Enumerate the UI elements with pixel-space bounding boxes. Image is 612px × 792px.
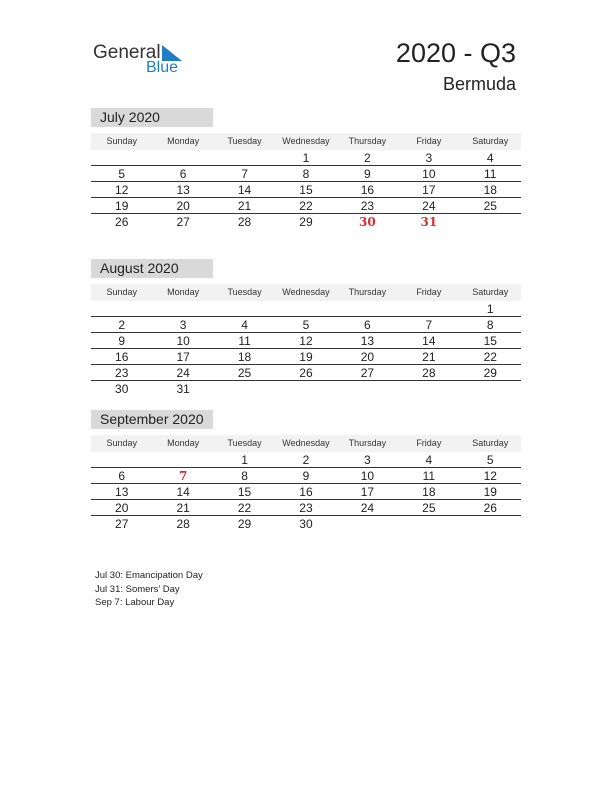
week-row xyxy=(91,349,521,365)
holiday-day-cell: 30 xyxy=(359,215,376,229)
day-cell: 1 xyxy=(302,151,310,165)
weekday-label: Sunday xyxy=(106,438,137,448)
day-cell: 20 xyxy=(360,350,375,364)
day-cell: 15 xyxy=(483,334,497,348)
holiday-list-item: Sep 7: Labour Day xyxy=(95,597,175,608)
day-cell: 26 xyxy=(115,215,129,229)
day-cell: 21 xyxy=(176,501,190,515)
week-row xyxy=(91,333,521,349)
day-cell: 29 xyxy=(299,215,313,229)
week-row xyxy=(91,452,521,468)
day-cell: 7 xyxy=(241,167,248,181)
day-cell xyxy=(275,381,336,397)
week-row xyxy=(91,166,521,182)
day-cell: 11 xyxy=(238,334,251,348)
day-cell: 18 xyxy=(422,485,436,499)
generalblue-logo xyxy=(93,42,193,78)
month-block xyxy=(91,259,521,397)
day-cell: 30 xyxy=(115,382,129,396)
weekday-label: Wednesday xyxy=(282,136,330,146)
day-cell: 2 xyxy=(118,318,126,332)
day-cell: 6 xyxy=(118,469,126,483)
day-cell: 3 xyxy=(364,453,371,467)
day-cell: 2 xyxy=(302,453,310,467)
day-cell: 24 xyxy=(360,501,375,515)
day-cell: 10 xyxy=(176,334,190,348)
day-cell: 8 xyxy=(302,167,310,181)
day-cell: 6 xyxy=(364,318,371,332)
day-cell: 8 xyxy=(486,318,494,332)
holiday-day-cell: 31 xyxy=(420,215,438,229)
day-cell: 27 xyxy=(115,517,129,531)
day-cell: 9 xyxy=(364,167,371,181)
day-cell: 22 xyxy=(483,350,497,364)
day-cell: 9 xyxy=(302,469,310,483)
day-cell: 30 xyxy=(299,517,313,531)
month-title: July 2020 xyxy=(91,108,213,127)
week-row xyxy=(91,516,521,532)
day-cell: 25 xyxy=(237,366,252,380)
week-row xyxy=(91,381,521,397)
day-cell: 12 xyxy=(115,183,129,197)
logo-general-text: General xyxy=(93,42,161,63)
week-row xyxy=(91,500,521,516)
day-cell: 17 xyxy=(176,350,190,364)
holiday-list xyxy=(95,569,203,610)
weekday-label: Monday xyxy=(167,287,200,297)
day-cell: 5 xyxy=(302,318,310,332)
day-cell: 13 xyxy=(176,183,190,197)
week-row xyxy=(91,301,521,317)
day-cell: 21 xyxy=(422,350,436,364)
day-cell: 16 xyxy=(299,485,313,499)
weekday-label: Sunday xyxy=(106,287,137,297)
day-cell xyxy=(337,301,398,316)
day-cell xyxy=(337,381,398,397)
week-row xyxy=(91,198,521,214)
day-cell: 18 xyxy=(483,183,497,197)
day-cell: 27 xyxy=(176,215,190,229)
day-cell: 25 xyxy=(422,501,436,515)
day-cell xyxy=(91,301,152,316)
day-cell: 18 xyxy=(237,350,252,364)
day-cell xyxy=(152,452,213,467)
day-cell xyxy=(398,516,459,532)
day-cell xyxy=(275,301,336,316)
day-cell: 13 xyxy=(360,334,375,348)
weekday-label: Friday xyxy=(416,287,442,297)
day-cell: 3 xyxy=(179,318,187,332)
day-cell: 4 xyxy=(241,318,248,332)
weekday-header-row xyxy=(91,133,521,150)
day-cell: 3 xyxy=(425,151,433,165)
week-row xyxy=(91,317,521,333)
day-cell: 29 xyxy=(237,517,252,531)
day-cell xyxy=(214,301,275,316)
weekday-label: Tuesday xyxy=(227,136,262,146)
week-row xyxy=(91,484,521,500)
day-cell xyxy=(460,516,521,532)
day-cell: 5 xyxy=(486,453,494,467)
day-cell: 15 xyxy=(299,183,313,197)
weekday-label: Monday xyxy=(167,438,200,448)
day-cell: 23 xyxy=(360,199,375,213)
day-cell xyxy=(460,214,521,230)
weekday-label: Friday xyxy=(416,136,442,146)
weekday-label: Thursday xyxy=(348,438,387,448)
day-cell: 22 xyxy=(299,199,313,213)
weekday-header-row xyxy=(91,284,521,301)
day-cell: 22 xyxy=(237,501,252,515)
day-cell: 2 xyxy=(364,151,371,165)
day-cell: 14 xyxy=(422,334,436,348)
day-cell: 17 xyxy=(422,183,436,197)
day-cell: 1 xyxy=(241,453,248,467)
day-cell: 28 xyxy=(176,517,190,531)
day-cell: 16 xyxy=(360,183,375,197)
weekday-label: Saturday xyxy=(472,136,509,146)
day-cell: 26 xyxy=(483,501,497,515)
day-cell: 11 xyxy=(422,469,436,483)
page-title: 2020 - Q3 xyxy=(395,38,516,68)
weekday-label: Sunday xyxy=(106,136,137,146)
day-cell xyxy=(460,381,521,397)
day-cell xyxy=(398,381,459,397)
weekday-label: Tuesday xyxy=(227,438,262,448)
week-row xyxy=(91,365,521,381)
month-block xyxy=(91,410,521,532)
weekday-label: Saturday xyxy=(472,438,509,448)
day-cell: 28 xyxy=(422,366,436,380)
day-cell: 20 xyxy=(115,501,129,515)
day-cell: 26 xyxy=(299,366,313,380)
day-cell xyxy=(398,301,459,316)
month-title: September 2020 xyxy=(91,410,213,429)
day-cell: 10 xyxy=(360,469,375,483)
holiday-list-item: Jul 30: Emancipation Day xyxy=(95,570,203,581)
day-cell: 25 xyxy=(483,199,497,213)
day-cell: 13 xyxy=(115,485,129,499)
weekday-label: Wednesday xyxy=(282,438,330,448)
day-cell: 1 xyxy=(486,302,494,316)
day-cell: 7 xyxy=(425,318,433,332)
day-cell: 10 xyxy=(422,167,436,181)
day-cell: 23 xyxy=(115,366,129,380)
week-row xyxy=(91,182,521,198)
weekday-label: Friday xyxy=(416,438,442,448)
day-cell xyxy=(152,150,213,165)
day-cell: 23 xyxy=(299,501,313,515)
day-cell: 14 xyxy=(176,485,190,499)
day-cell: 4 xyxy=(425,453,433,467)
day-cell: 31 xyxy=(176,382,190,396)
day-cell: 15 xyxy=(237,485,252,499)
day-cell: 21 xyxy=(237,199,252,213)
day-cell xyxy=(214,150,275,165)
day-cell xyxy=(214,381,275,397)
day-cell: 24 xyxy=(422,199,436,213)
day-cell: 27 xyxy=(360,366,375,380)
day-cell: 29 xyxy=(483,366,497,380)
weekday-label: Saturday xyxy=(472,287,509,297)
month-block xyxy=(91,108,521,230)
week-row xyxy=(91,150,521,166)
day-cell: 19 xyxy=(483,485,497,499)
month-title: August 2020 xyxy=(91,259,213,278)
day-cell: 6 xyxy=(179,167,187,181)
day-cell: 24 xyxy=(176,366,190,380)
logo-blue-text: Blue xyxy=(146,59,179,76)
weekday-label: Tuesday xyxy=(227,287,262,297)
weekday-header-row xyxy=(91,435,521,452)
weekday-label: Monday xyxy=(167,136,200,146)
day-cell: 12 xyxy=(483,469,497,483)
day-cell xyxy=(152,301,213,316)
day-cell: 28 xyxy=(237,215,252,229)
day-cell: 14 xyxy=(237,183,252,197)
week-row xyxy=(91,468,521,484)
weekday-label: Thursday xyxy=(348,136,387,146)
weekday-label: Thursday xyxy=(348,287,387,297)
day-cell: 16 xyxy=(115,350,129,364)
day-cell: 11 xyxy=(484,167,497,181)
weekday-label: Wednesday xyxy=(282,287,330,297)
day-cell: 19 xyxy=(299,350,313,364)
day-cell xyxy=(337,516,398,532)
day-cell: 20 xyxy=(176,199,190,213)
day-cell: 8 xyxy=(241,469,248,483)
day-cell: 5 xyxy=(118,167,126,181)
day-cell: 19 xyxy=(115,199,129,213)
day-cell xyxy=(91,452,152,467)
day-cell: 9 xyxy=(118,334,126,348)
holiday-list-item: Jul 31: Somers’ Day xyxy=(95,583,180,595)
week-row xyxy=(91,214,521,230)
holiday-day-cell: 7 xyxy=(178,469,188,483)
day-cell: 4 xyxy=(486,151,494,165)
day-cell: 12 xyxy=(299,334,313,348)
country-name: Bermuda xyxy=(442,74,516,94)
day-cell: 17 xyxy=(360,485,375,499)
day-cell xyxy=(91,150,152,165)
